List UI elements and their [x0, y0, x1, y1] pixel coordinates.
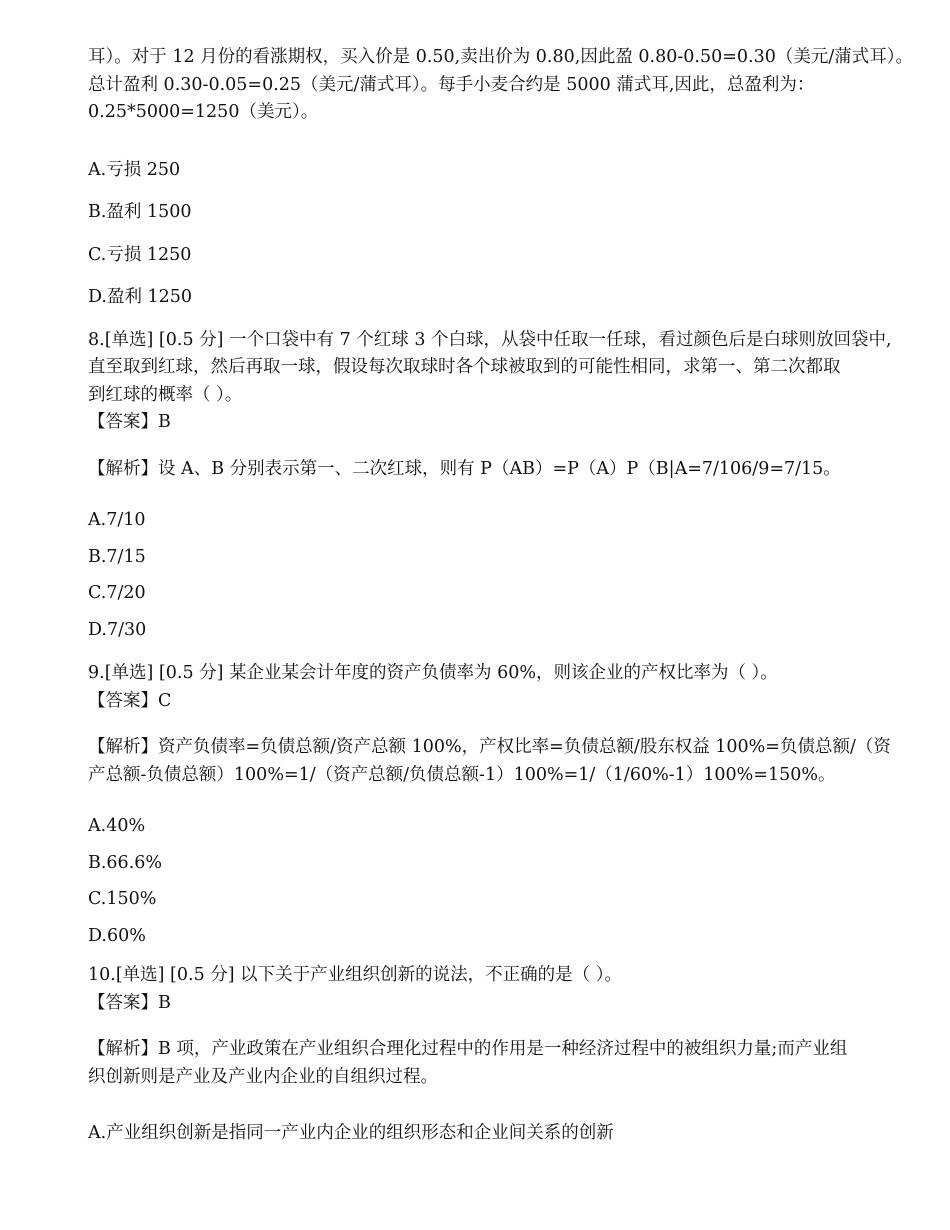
q8-option-d: D.7/30 — [88, 619, 147, 640]
q9-answer: 【答案】C — [88, 690, 172, 711]
q9-option-d: D.60% — [88, 925, 146, 946]
q9-analysis-line-1: 【解析】资产负债率=负债总额/资产总额 100%，产权比率=负债总额/股东权益 100%=负债总额/（资 — [88, 737, 891, 757]
intro-line-2: 总计盈利 0.30-0.05=0.25（美元/蒲式耳）。每手小麦合约是 5000 蒲式耳,因此，总盈利为： — [88, 74, 815, 95]
q8-option-a: A.7/10 — [88, 510, 146, 530]
q9-analysis — [88, 734, 914, 789]
q9-option-a: A.40% — [88, 816, 146, 836]
q10-analysis — [88, 1036, 914, 1091]
q7-option-a: A.亏损 250 — [88, 159, 181, 180]
q8-analysis: 【解析】设 A、B 分别表示第一、二次红球，则有 P（AB）=P（A）P（B|A=7/106/9=7/15。 — [88, 458, 841, 479]
q10-analysis-line-2: 织创新则是产业及产业内企业的自组织过程。 — [88, 1066, 438, 1087]
q8-option-c: C.7/20 — [88, 583, 146, 603]
q9-option-b: B.66.6% — [88, 852, 163, 873]
intro-line-1: 耳）。对于 12 月份的看涨期权，买入价是 0.50,卖出价为 0.80,因此盈 0.80-0.50=0.30（美元/蒲式耳）。 — [88, 47, 914, 67]
q9-analysis-line-2: 产总额-负债总额）100%=1/（资产总额/负债总额-1）100%=1/（1/60%-1）100%=150%。 — [88, 764, 836, 785]
q8-answer: 【答案】B — [88, 412, 171, 432]
q8-question-line-2: 直至取到红球，然后再取一球，假设每次取球时各个球被取到的可能性相同，求第一、第二次都取 — [88, 357, 841, 377]
q10-option-a: A.产业组织创新是指同一产业内企业的组织形态和企业间关系的创新 — [88, 1123, 614, 1143]
q7-option-b: B.盈利 1500 — [88, 202, 192, 222]
q8-option-b: B.7/15 — [88, 546, 146, 567]
q9-question: 9.[单选] [0.5 分] 某企业某会计年度的资产负债率为 60%，则该企业的产权比率为（ ）。 — [88, 663, 778, 683]
q10-analysis-line-1: 【解析】B 项，产业政策在产业组织合理化过程中的作用是一种经济过程中的被组织力量;而产业组 — [88, 1039, 848, 1059]
q8-question-line-1: 8.[单选] [0.5 分] 一个口袋中有 7 个红球 3 个白球，从袋中任取一任球，看过颜色后是白球则放回袋中, — [88, 329, 892, 350]
q10-answer: 【答案】B — [88, 992, 171, 1013]
q7-option-d: D.盈利 1250 — [88, 287, 193, 307]
q8-question — [88, 327, 914, 410]
intro-line-3: 0.25*5000=1250（美元）。 — [88, 102, 319, 122]
q7-option-c: C.亏损 1250 — [88, 244, 192, 265]
intro-paragraph — [88, 44, 914, 127]
q10-question: 10.[单选] [0.5 分] 以下关于产业组织创新的说法，不正确的是（ ）。 — [88, 965, 622, 985]
q9-option-c: C.150% — [88, 889, 157, 909]
q8-question-line-3: 到红球的概率（ ）。 — [88, 384, 243, 405]
document-page — [88, 44, 914, 1148]
